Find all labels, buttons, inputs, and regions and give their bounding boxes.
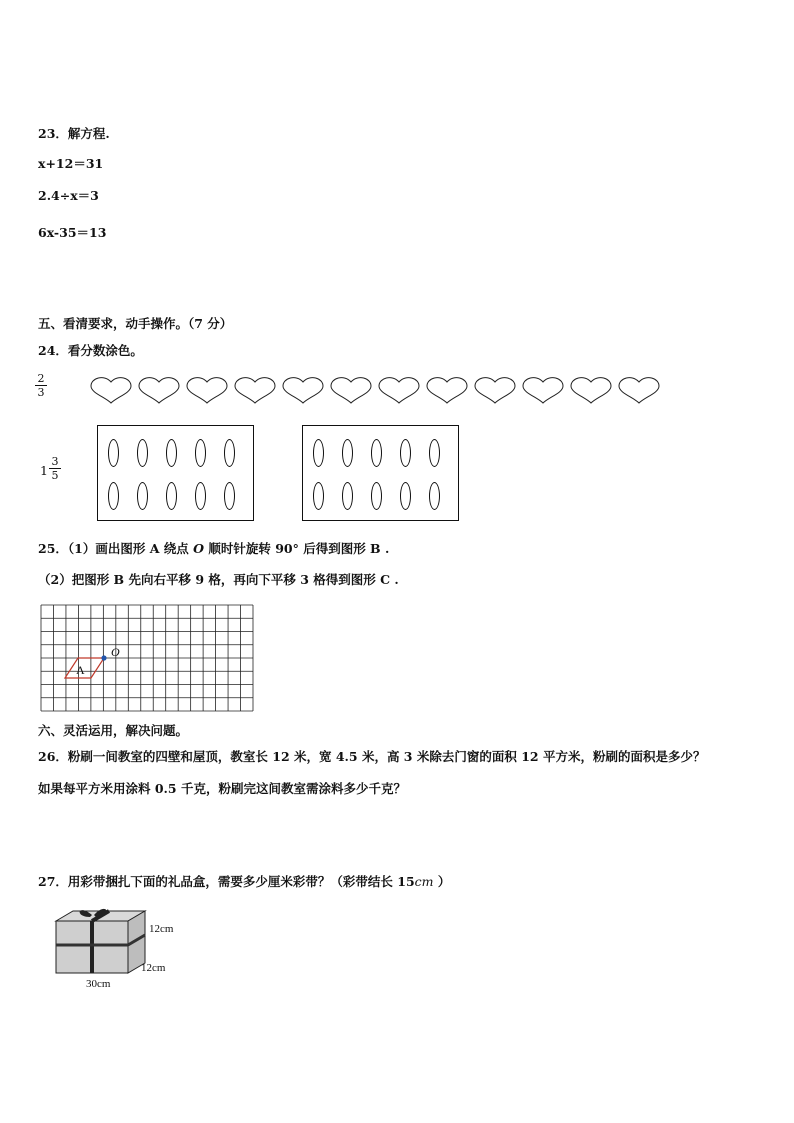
oval: [224, 482, 235, 510]
dim-height: 12cm: [149, 923, 174, 935]
oval: [195, 482, 206, 510]
hearts-row: [88, 376, 662, 406]
q26-line-1: 26．粉刷一间教室的四壁和屋顶，教室长 12 米，宽 4.5 米，高 3 米除去门窗的面积 12 平方米，粉刷的面积是多少？: [38, 749, 706, 764]
oval: [137, 482, 148, 510]
oval: [313, 439, 324, 467]
gift-box-figure: [48, 903, 188, 991]
oval-box-2: [302, 425, 459, 521]
heart-shape: [523, 378, 563, 403]
oval-box-1: [97, 425, 254, 521]
fraction-denominator: 5: [51, 469, 59, 482]
heart-shape: [235, 378, 275, 403]
label-a: A: [76, 663, 85, 677]
q24-title: 24．看分数涂色。: [38, 343, 143, 358]
dim-width: 12cm: [141, 962, 166, 974]
q27-line-post: ）: [433, 874, 451, 889]
q26-line-2: 如果每平方米用涂料 0.5 千克，粉刷完这间教室需涂料多少千克？: [38, 781, 406, 796]
mixed-fraction-whole: 1: [40, 463, 48, 478]
oval: [371, 482, 382, 510]
q25-grid: [40, 604, 254, 712]
heart-shape: [427, 378, 467, 403]
label-o: O: [111, 645, 120, 659]
fraction-two-thirds: [35, 373, 47, 398]
heart-shape: [571, 378, 611, 403]
q23-title: 23．解方程.: [38, 126, 110, 141]
oval: [195, 439, 206, 467]
oval: [429, 439, 440, 467]
oval: [400, 482, 411, 510]
q25-line-1-pre: 25．（1）画出图形 A 绕点: [38, 541, 194, 556]
oval: [224, 439, 235, 467]
section5-title: 五、看清要求，动手操作。（7 分）: [38, 316, 233, 331]
q25-point-o: O: [193, 541, 204, 556]
fraction-numerator: 3: [51, 455, 59, 468]
oval: [166, 482, 177, 510]
q25-line-1: [38, 541, 389, 557]
heart-shape: [283, 378, 323, 403]
q27-unit: cm: [414, 874, 434, 889]
q25-line-2: （2）把图形 B 先向右平移 9 格，再向下平移 3 格得到图形 C .: [38, 572, 399, 587]
heart-shape: [91, 378, 131, 403]
fraction-three-fifths: [49, 456, 61, 481]
oval: [166, 439, 177, 467]
q27-line: [38, 874, 450, 890]
oval: [342, 439, 353, 467]
heart-shape: [331, 378, 371, 403]
oval: [313, 482, 324, 510]
q23-equation-3: 6x-35＝13: [38, 225, 107, 240]
fraction-numerator: 2: [37, 372, 45, 385]
heart-shape: [619, 378, 659, 403]
point-o: [101, 655, 106, 660]
oval: [108, 439, 119, 467]
oval: [371, 439, 382, 467]
dim-length: 30cm: [86, 978, 111, 990]
fraction-denominator: 3: [37, 386, 45, 399]
q25-line-1-post: 顺时针旋转 90° 后得到图形 B .: [204, 541, 390, 556]
oval: [342, 482, 353, 510]
section6-title: 六、灵活运用，解决问题。: [38, 723, 189, 738]
heart-shape: [187, 378, 227, 403]
q23-equation-2: 2.4÷x＝3: [38, 188, 99, 203]
q27-line-pre: 27．用彩带捆扎下面的礼品盒，需要多少厘米彩带？（彩带结长 15: [38, 874, 415, 889]
oval: [108, 482, 119, 510]
oval: [137, 439, 148, 467]
oval: [429, 482, 440, 510]
heart-shape: [139, 378, 179, 403]
oval: [400, 439, 411, 467]
q23-equation-1: x+12＝31: [38, 156, 104, 171]
heart-shape: [475, 378, 515, 403]
heart-shape: [379, 378, 419, 403]
